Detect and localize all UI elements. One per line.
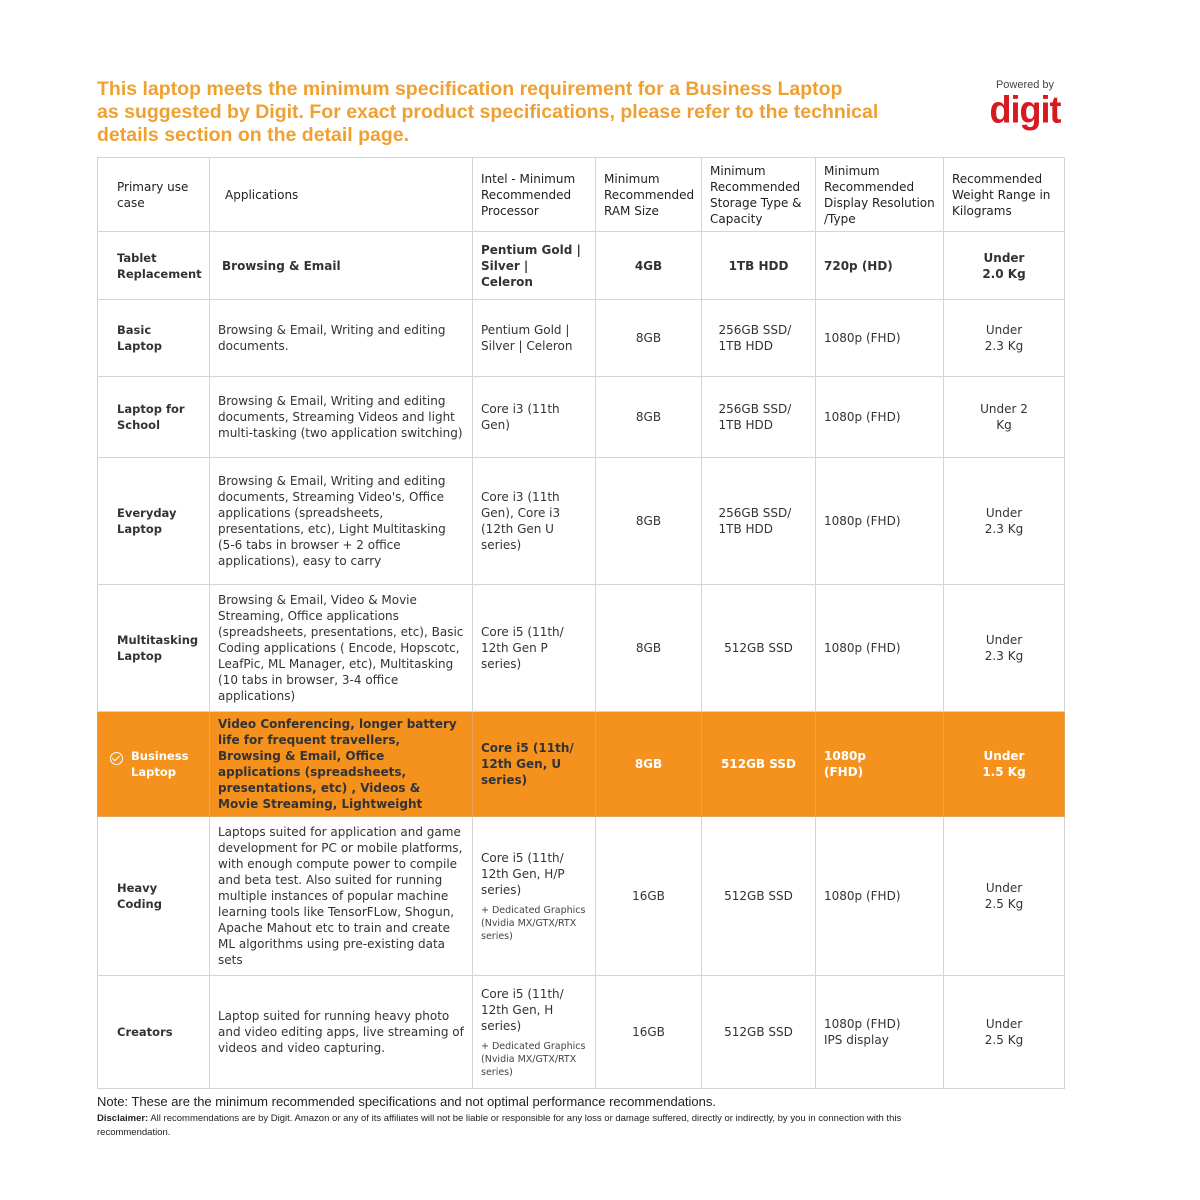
- table-row: [98, 712, 1065, 817]
- header-display: Minimum Recommended Display Resolution /Type: [816, 158, 944, 232]
- ram-cell: 4GB: [596, 232, 702, 300]
- ram-cell: 8GB: [596, 458, 702, 585]
- weight-label: Under 2.5 Kg: [984, 881, 1024, 911]
- processor-label: Core i3 (11th Gen): [481, 402, 560, 432]
- display-cell: [816, 585, 944, 712]
- use-case-label: Multitasking Laptop: [117, 633, 199, 663]
- disclaimer: [97, 1112, 917, 1140]
- use-case-label: Heavy Coding: [117, 881, 162, 911]
- weight-cell: [944, 458, 1065, 585]
- weight-cell: [944, 377, 1065, 458]
- use-case-cell: [98, 300, 210, 377]
- storage-label: 1TB HDD: [728, 258, 789, 273]
- display-cell: [816, 817, 944, 976]
- ram-cell: 8GB: [596, 300, 702, 377]
- header-ram: Minimum Recommended RAM Size: [596, 158, 702, 232]
- table-row: [98, 976, 1065, 1089]
- weight-cell: [944, 817, 1065, 976]
- use-case-label: Laptop for School: [117, 402, 185, 432]
- applications-cell: Browsing & Email, Video & Movie Streaming, Office applications (spreadsheets, presentations, etc), Basic Coding applications ( Encode, Hopscotc, LeafPic, ML Manager, etc), Multitasking (10 tabs in browser, 3-4 office applications): [210, 585, 473, 712]
- use-case-cell: [98, 712, 210, 817]
- display-label: 1080p (FHD): [824, 514, 901, 528]
- storage-label: 256GB SSD/ 1TB HDD: [718, 402, 792, 432]
- processor-label: Core i5 (11th/ 12th Gen, H/P series): [481, 850, 565, 897]
- display-cell: [816, 458, 944, 585]
- display-label: 1080p (FHD) IPS display: [824, 1017, 901, 1047]
- applications-cell: Laptops suited for application and game development for PC or mobile platforms, with enough compute power to compile and beta test. Also suited for running multiple instances of popular machine learning tools like TensorFLow, Shogun, Apache Mahout etc to train and create ML algorithms using pre-existing data sets: [210, 817, 473, 976]
- use-case-label: Tablet Replacement: [117, 250, 202, 281]
- display-label: 1080p (FHD): [824, 889, 901, 903]
- header-storage: Minimum Recommended Storage Type & Capacity: [702, 158, 816, 232]
- table-row: [98, 585, 1065, 712]
- headline-line: details section on the detail page.: [97, 124, 410, 146]
- processor-cell: [473, 585, 596, 712]
- display-cell: [816, 976, 944, 1089]
- storage-cell: [702, 712, 816, 817]
- weight-label: Under 2.3 Kg: [984, 633, 1024, 663]
- processor-label: Core i5 (11th/ 12th Gen, U series): [481, 741, 574, 787]
- storage-cell: [702, 458, 816, 585]
- display-cell: [816, 377, 944, 458]
- processor-cell: [473, 377, 596, 458]
- storage-cell: [702, 232, 816, 300]
- headline-line: This laptop meets the minimum specification requirement for a Business Laptop: [97, 78, 843, 100]
- processor-label: Core i5 (11th/ 12th Gen, H series): [481, 986, 564, 1033]
- storage-label: 512GB SSD: [724, 641, 793, 655]
- storage-label: 512GB SSD: [724, 889, 793, 903]
- headline-line: as suggested by Digit. For exact product specifications, please refer to the technical: [97, 101, 879, 123]
- processor-label: Core i5 (11th/ 12th Gen P series): [481, 625, 564, 671]
- processor-cell: [473, 300, 596, 377]
- use-case-cell: [98, 458, 210, 585]
- weight-cell: [944, 300, 1065, 377]
- applications-cell: Browsing & Email, Writing and editing documents, Streaming Videos and light multi-tasking (two application switching): [210, 377, 473, 458]
- disclaimer-text: All recommendations are by Digit. Amazon or any of its affiliates will not be liable or responsible for any loss or damage suffered, directly or indirectly, by you in connection with this recommendation.: [97, 1113, 902, 1138]
- use-case-label: Business Laptop: [131, 749, 189, 779]
- use-case-cell: [98, 377, 210, 458]
- processor-cell: [473, 976, 596, 1089]
- ram-cell: 8GB: [596, 377, 702, 458]
- storage-cell: [702, 817, 816, 976]
- table-row: [98, 232, 1065, 300]
- processor-cell: [473, 232, 596, 300]
- powered-by-label: Powered by: [995, 79, 1055, 91]
- header-applications: Applications: [210, 158, 473, 232]
- check-circle-icon: [110, 752, 123, 765]
- display-cell: [816, 712, 944, 817]
- weight-label: Under 2.0 Kg: [982, 250, 1026, 281]
- weight-label: Under 2.3 Kg: [984, 323, 1024, 353]
- display-cell: [816, 232, 944, 300]
- storage-label: 512GB SSD: [721, 757, 796, 771]
- header-processor: Intel - Minimum Recommended Processor: [473, 158, 596, 232]
- table-row: [98, 300, 1065, 377]
- display-label: 720p (HD): [824, 258, 893, 273]
- applications-cell: Laptop suited for running heavy photo and video editing apps, live streaming of videos and video capturing.: [210, 976, 473, 1089]
- weight-cell: [944, 585, 1065, 712]
- brand-block: [975, 79, 1075, 131]
- display-label: 1080p (FHD): [824, 410, 901, 424]
- weight-cell: [944, 712, 1065, 817]
- processor-cell: [473, 712, 596, 817]
- processor-cell: [473, 458, 596, 585]
- table-row: [98, 817, 1065, 976]
- storage-label: 256GB SSD/ 1TB HDD: [718, 323, 792, 353]
- spec-table: [97, 157, 1065, 1089]
- storage-label: 256GB SSD/ 1TB HDD: [718, 506, 792, 536]
- storage-cell: [702, 377, 816, 458]
- weight-cell: [944, 976, 1065, 1089]
- table-row: [98, 377, 1065, 458]
- table-header-row: [98, 158, 1065, 232]
- display-label: 1080p (FHD): [824, 641, 901, 655]
- display-label: 1080p (FHD): [824, 331, 901, 345]
- table-row: [98, 458, 1065, 585]
- use-case-label: Creators: [117, 1025, 173, 1040]
- applications-cell: Video Conferencing, longer battery life for frequent travellers, Browsing & Email, Office applications (spreadsheets, presentations, etc) , Videos & Movie Streaming, Lightweight: [210, 712, 473, 817]
- footer: [97, 1094, 997, 1140]
- ram-cell: 8GB: [596, 585, 702, 712]
- use-case-cell: [98, 232, 210, 300]
- processor-label: Pentium Gold | Silver | Celeron: [481, 323, 573, 353]
- processor-note: + Dedicated Graphics (Nvidia MX/GTX/RTX series): [481, 1040, 586, 1078]
- applications-cell: Browsing & Email, Writing and editing documents.: [210, 300, 473, 377]
- digit-logo: digit: [989, 87, 1061, 131]
- ram-cell: 8GB: [596, 712, 702, 817]
- use-case-label: Basic Laptop: [117, 323, 162, 353]
- headline: [97, 78, 927, 147]
- use-case-label: Everyday Laptop: [117, 506, 177, 536]
- processor-note: + Dedicated Graphics (Nvidia MX/GTX/RTX series): [481, 904, 586, 942]
- use-case-cell: [98, 585, 210, 712]
- ram-cell: 16GB: [596, 817, 702, 976]
- storage-label: 512GB SSD: [724, 1025, 793, 1039]
- weight-label: Under 1.5 Kg: [982, 749, 1026, 779]
- header-use-case: Primary use case: [98, 158, 210, 232]
- applications-cell: Browsing & Email, Writing and editing documents, Streaming Video's, Office applications (spreadsheets, presentations, etc), Light Multitasking (5-6 tabs in browser + 2 office applications), easy to carry: [210, 458, 473, 585]
- processor-label: Core i3 (11th Gen), Core i3 (12th Gen U series): [481, 490, 561, 552]
- weight-cell: [944, 232, 1065, 300]
- display-label: 1080p (FHD): [824, 749, 866, 779]
- use-case-cell: [98, 817, 210, 976]
- storage-cell: [702, 300, 816, 377]
- weight-label: Under 2.3 Kg: [984, 506, 1024, 536]
- use-case-cell: [98, 976, 210, 1089]
- processor-label: Pentium Gold | Silver | Celeron: [481, 242, 581, 289]
- display-cell: [816, 300, 944, 377]
- disclaimer-label: Disclaimer:: [97, 1113, 149, 1124]
- weight-label: Under 2.5 Kg: [984, 1017, 1024, 1047]
- weight-label: Under 2 Kg: [980, 402, 1028, 432]
- processor-cell: [473, 817, 596, 976]
- storage-cell: [702, 585, 816, 712]
- applications-cell: Browsing & Email: [210, 232, 473, 300]
- ram-cell: 16GB: [596, 976, 702, 1089]
- footer-note: Note: These are the minimum recommended specifications and not optimal performance recommendations.: [97, 1094, 717, 1109]
- storage-cell: [702, 976, 816, 1089]
- header-weight: Recommended Weight Range in Kilograms: [944, 158, 1065, 232]
